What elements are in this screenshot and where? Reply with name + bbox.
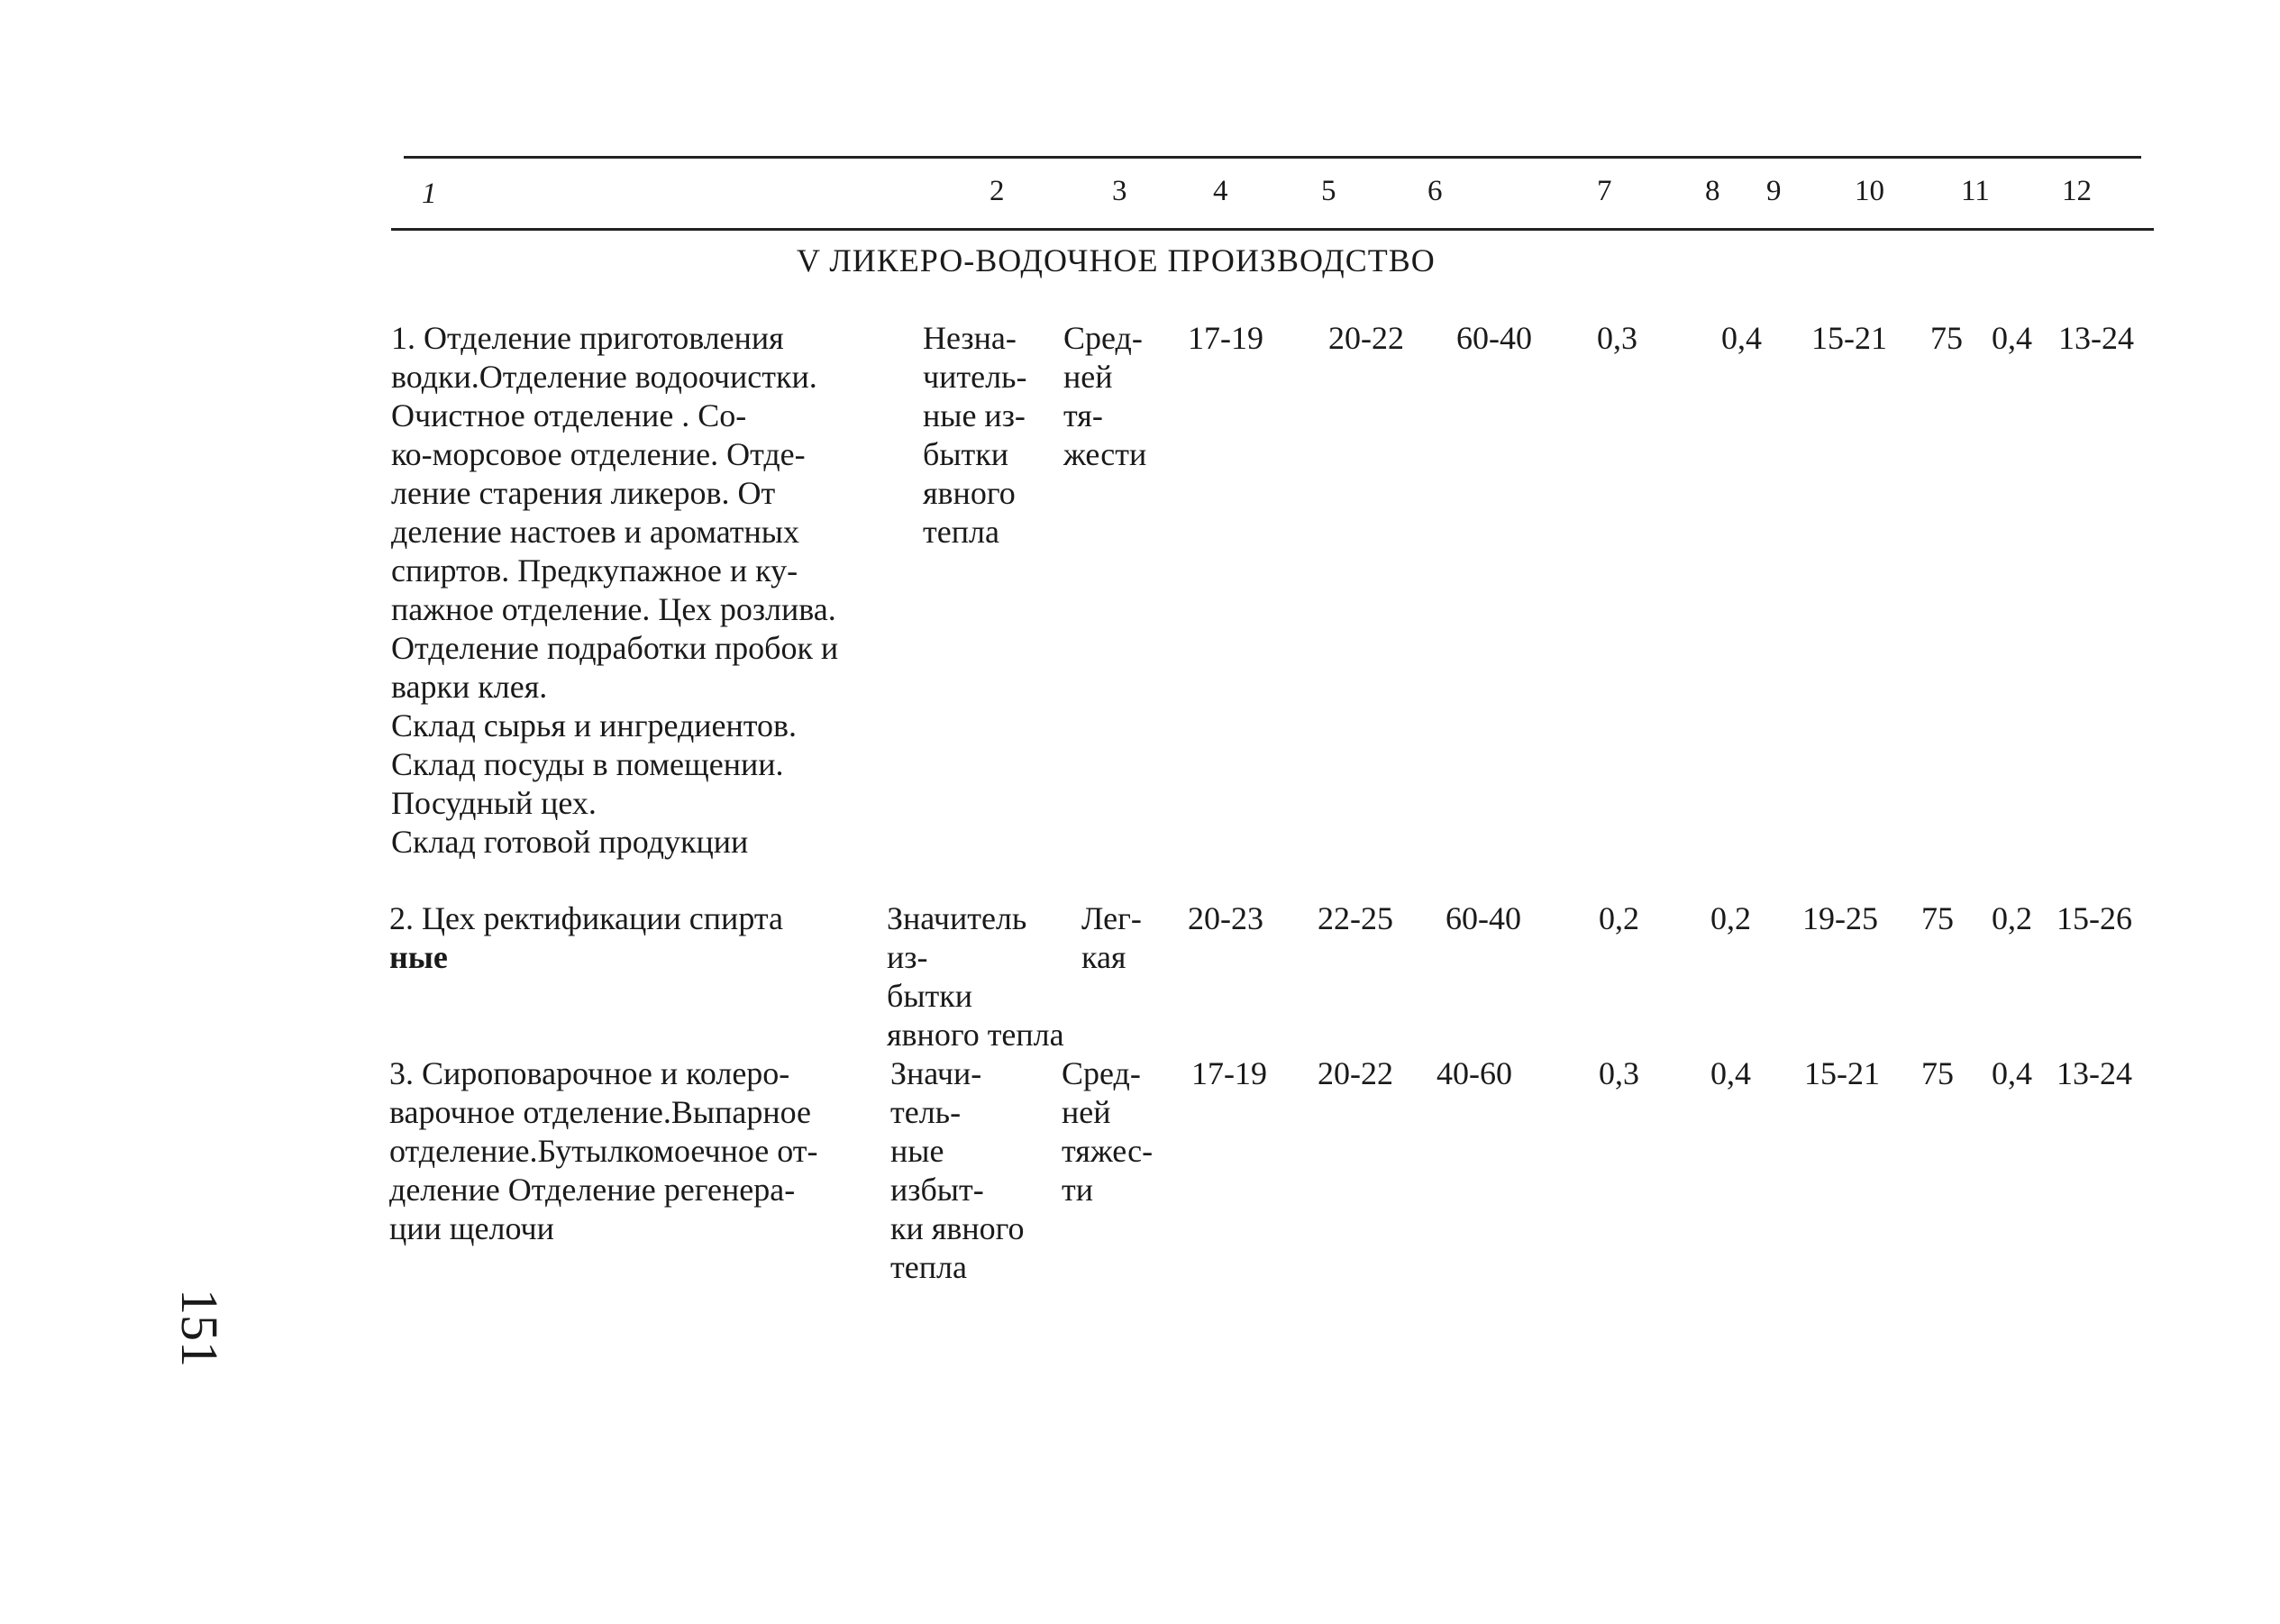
row3-col8: 0,4 [1710,1055,1751,1091]
row1-col11b: 0,4 [1992,320,2032,356]
row3-col7: 0,3 [1599,1055,1639,1091]
col-header-3: 3 [1112,175,1127,207]
row2-col11a: 75 [1921,900,1954,936]
row1-name: 1. Отделение приготовления водки.Отделение водоочистки. Очистное отделение . Со- ко-морсовое отделение. Отде- ление старения ликеров. От деление настоев и ароматных спиртов. Предкупажное и ку- пажное отделение. Цех розлива. Отделение подработки пробок и варки клея. Склад сырья и ингредиентов. Склад посуды в помещении. Посудный цех. Склад готовой продукции [391,320,839,860]
row2-col4: 20-23 [1188,900,1263,936]
row1-col6: 60-40 [1456,320,1532,356]
row3-col6: 40-60 [1436,1055,1512,1091]
row3-name: 3. Сироповарочное и колеро- варочное отделение.Выпарное отделение.Бутылкомоечное от- деление Отделение регенера- ции щелочи [389,1055,818,1246]
row1-col5: 20-22 [1328,320,1404,356]
row2-name-line1: 2. Цех ректификации спирта [389,900,783,936]
row1-col7: 0,3 [1597,320,1637,356]
row2-col12: 15-26 [2057,900,2132,936]
row3-col10: 15-21 [1804,1055,1880,1091]
row1-severity: Сред- ней тя- жести [1063,320,1147,472]
row1-col8: 0,4 [1721,320,1762,356]
row2-col8: 0,2 [1710,900,1751,936]
row1-col10: 15-21 [1811,320,1887,356]
row3-heat-excess: Значи- тель- ные избыт- ки явного тепла [890,1055,1025,1285]
col-header-5: 5 [1321,175,1336,207]
row3-severity: Сред- ней тяжес- ти [1062,1055,1154,1208]
row2-col10: 19-25 [1802,900,1878,936]
col-header-7: 7 [1597,175,1612,207]
col-header-10: 10 [1855,175,1884,207]
page-number: 151 [170,1289,229,1367]
row2-severity: Лег- кая [1081,900,1142,975]
col-header-9: 9 [1766,175,1782,207]
row3-col11a: 75 [1921,1055,1954,1091]
row1-col12: 13-24 [2058,320,2134,356]
col-header-1: 1 [422,178,437,210]
row1-col11a: 75 [1930,320,1963,356]
row3-col12: 13-24 [2057,1055,2132,1091]
row3-col11b: 0,4 [1992,1055,2032,1091]
col-header-6: 6 [1427,175,1443,207]
row1-col4: 17-19 [1188,320,1263,356]
col-header-11: 11 [1961,175,1990,207]
col-header-2: 2 [990,175,1005,207]
section-title: V ЛИКЕРО-ВОДОЧНОЕ ПРОИЗВОДСТВО [797,242,1436,278]
row2-col5: 22-25 [1318,900,1393,936]
col-header-12: 12 [2062,175,2092,207]
table-top-rule [404,156,2141,159]
row2-name-line2: ные [389,939,448,975]
row2-col6: 60-40 [1446,900,1521,936]
header-bottom-rule [391,228,2154,231]
row2-col11b: 0,2 [1992,900,2032,936]
row2-heat-excess: Значитель из- бытки явного тепла [887,900,1064,1053]
row1-heat-excess: Незна- читель- ные из- бытки явного тепла [923,320,1027,550]
row3-col5: 20-22 [1318,1055,1393,1091]
row2-col7: 0,2 [1599,900,1639,936]
col-header-4: 4 [1213,175,1228,207]
col-header-8: 8 [1705,175,1720,207]
row3-col4: 17-19 [1191,1055,1267,1091]
